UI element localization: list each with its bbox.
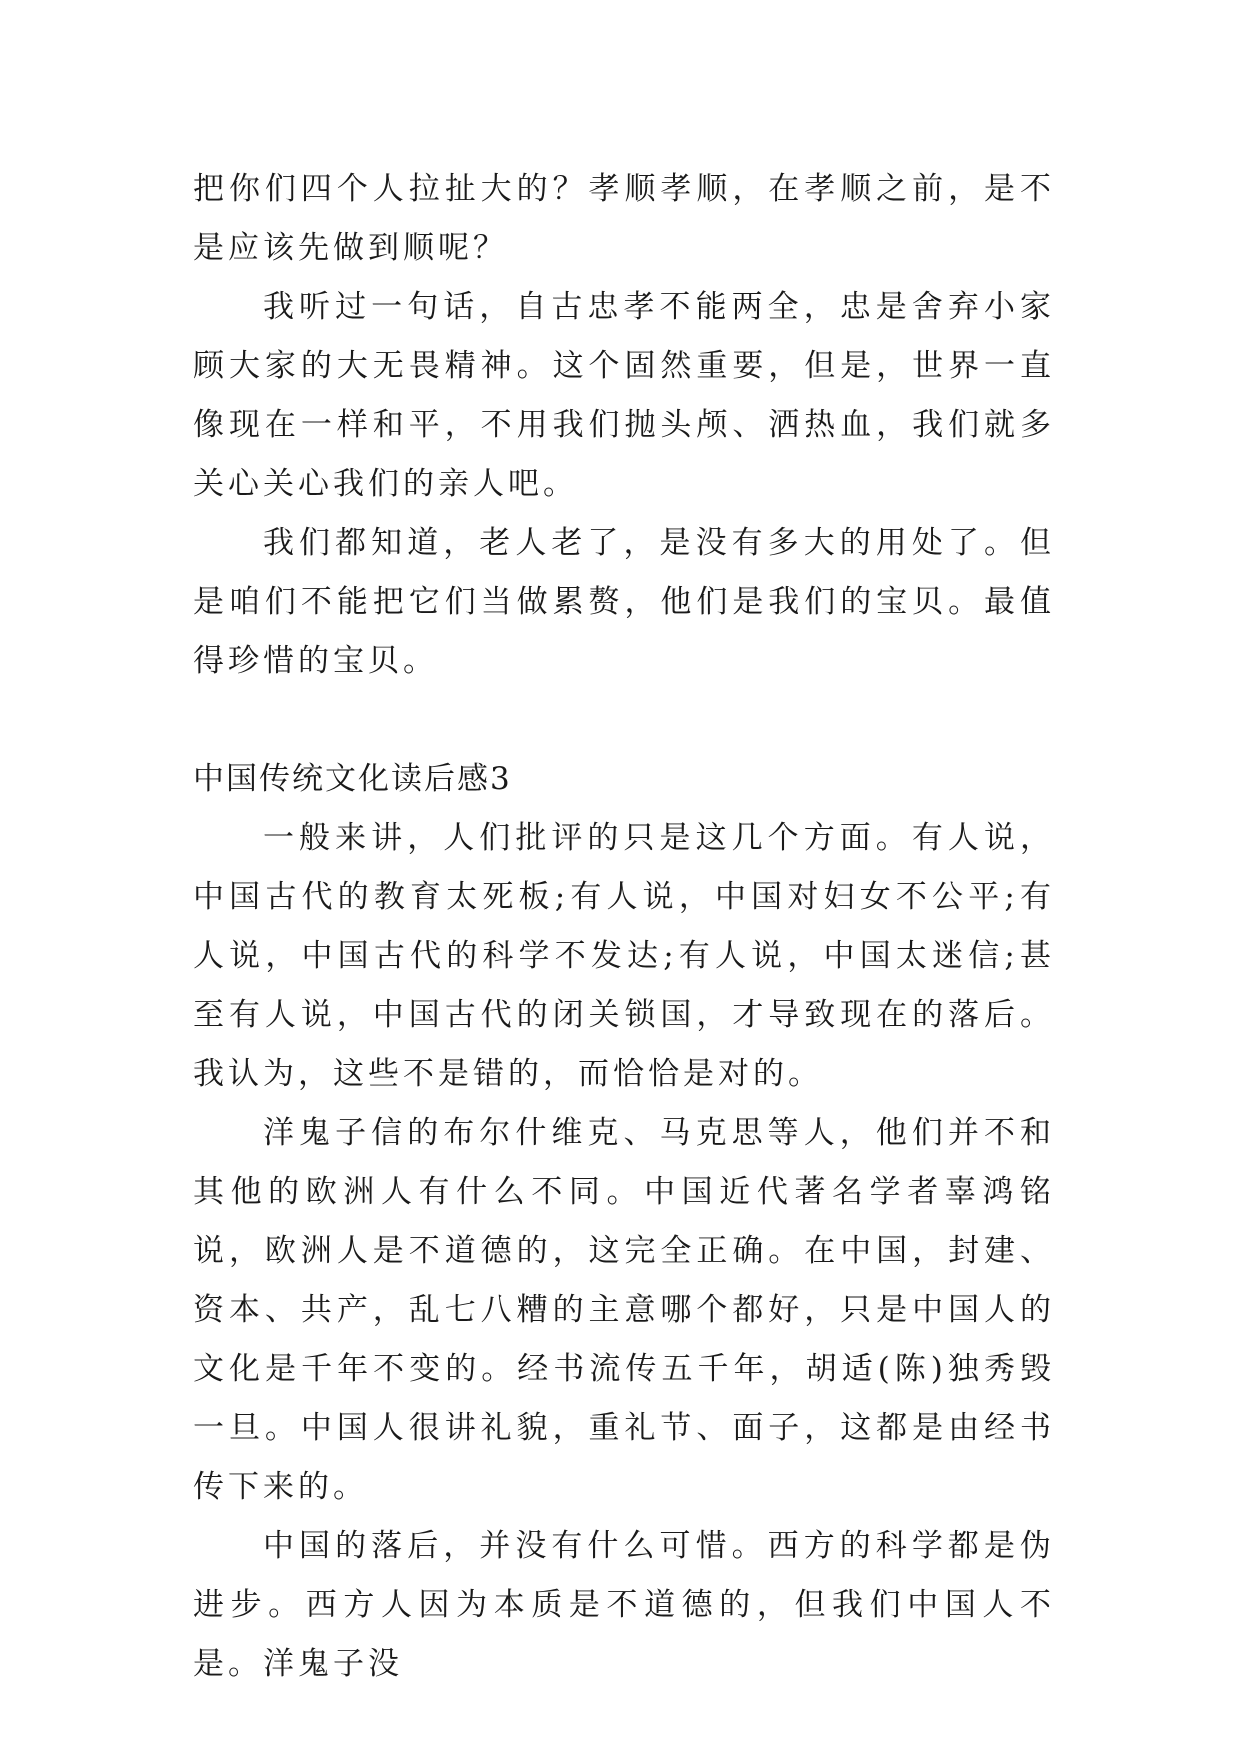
paragraph-loyalty-filial: 我听过一句话，自古忠孝不能两全，忠是舍弃小家顾大家的大无畏精神。这个固然重要，但是，世界一直像现在一样和平，不用我们抛头颅、洒热血，我们就多关心关心我们的亲人吧。	[193, 289, 1055, 502]
section-title: 中国传统文化读后感3	[193, 761, 512, 797]
paragraph-backwardness: 中国的落后，并没有什么可惜。西方的科学都是伪进步。西方人因为本质是不道德的，但我们中国人不是。洋鬼子没	[193, 1528, 1055, 1682]
paragraph-elderly-treasure: 我们都知道，老人老了，是没有多大的用处了。但是咱们不能把它们当做累赘，他们是我们的宝贝。最值得珍惜的宝贝。	[193, 525, 1055, 679]
paragraph-continuation: 把你们四个人拉扯大的？孝顺孝顺，在孝顺之前，是不是应该先做到顺呢？	[193, 171, 1055, 266]
document-page	[193, 160, 1055, 1694]
paragraph-criticisms: 一般来讲，人们批评的只是这几个方面。有人说，中国古代的教育太死板;有人说，中国对妇女不公平;有人说，中国古代的科学不发达;有人说，中国太迷信;甚至有人说，中国古代的闭关锁国，才导致现在的落后。我认为，这些不是错的，而恰恰是对的。	[193, 820, 1055, 1092]
paragraph-bolshevik: 洋鬼子信的布尔什维克、马克思等人，他们并不和其他的欧洲人有什么不同。中国近代著名学者辜鸿铭说，欧洲人是不道德的，这完全正确。在中国，封建、资本、共产，乱七八糟的主意哪个都好，只是中国人的文化是千年不变的。经书流传五千年，胡适(陈)独秀毁一旦。中国人很讲礼貌，重礼节、面子，这都是由经书传下来的。	[193, 1115, 1055, 1505]
